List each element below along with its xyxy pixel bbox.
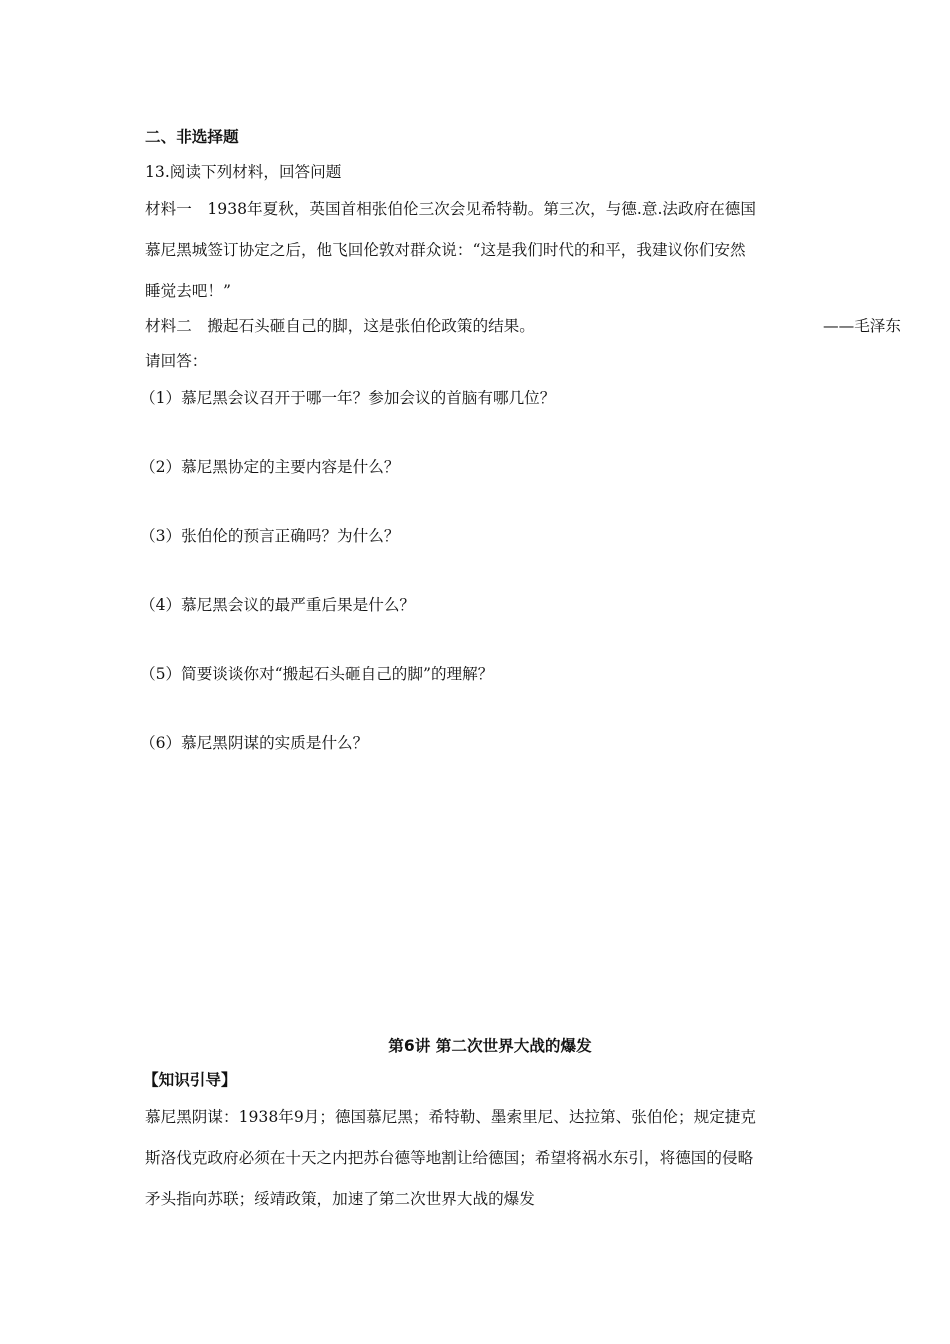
material2-text: 材料二 搬起石头砸自己的脚，这是张伯伦政策的结果。: [145, 317, 535, 335]
paragraph-line: 慕尼黑阴谋：1938年9月；德国慕尼黑；希特勒、墨索里尼、达拉第、张伯伦；规定捷克: [145, 1108, 756, 1126]
material1-line: 慕尼黑城签订协定之后，他飞回伦敦对群众说：“这是我们时代的和平，我建议你们安然: [145, 241, 746, 259]
lesson-title: 第6讲 第二次世界大战的爆发: [388, 1037, 592, 1055]
subquestion-2: （2）慕尼黑协定的主要内容是什么？: [140, 458, 400, 476]
subquestion-1: （1）慕尼黑会议召开于哪一年？参加会议的首脑有哪几位？: [140, 389, 556, 407]
subquestion-4: （4）慕尼黑会议的最严重后果是什么？: [140, 596, 416, 614]
paragraph-line: 斯洛伐克政府必须在十天之内把苏台德等地割让给德国；希望将祸水东引，将德国的侵略: [145, 1149, 754, 1167]
paragraph-line: 矛头指向苏联；绥靖政策，加速了第二次世界大战的爆发: [145, 1190, 535, 1208]
subquestion-3: （3）张伯伦的预言正确吗？为什么？: [140, 527, 400, 545]
material2-source: ——毛泽东: [823, 317, 901, 335]
section-heading: 二、非选择题: [145, 128, 239, 146]
question-stem: 13.阅读下列材料，回答问题: [145, 163, 342, 181]
material2: [145, 316, 901, 336]
subquestion-6: （6）慕尼黑阴谋的实质是什么？: [140, 734, 369, 752]
answer-prompt: 请回答：: [145, 352, 208, 370]
material1-line: 睡觉去吧！”: [145, 282, 231, 300]
subquestion-5: （5）简要谈谈你对“搬起石头砸自己的脚”的理解？: [140, 665, 494, 683]
section-label: 【知识引导】: [143, 1071, 237, 1089]
material1-line: 材料一 1938年夏秋，英国首相张伯伦三次会见希特勒。第三次，与德.意.法政府在德国: [145, 200, 756, 218]
